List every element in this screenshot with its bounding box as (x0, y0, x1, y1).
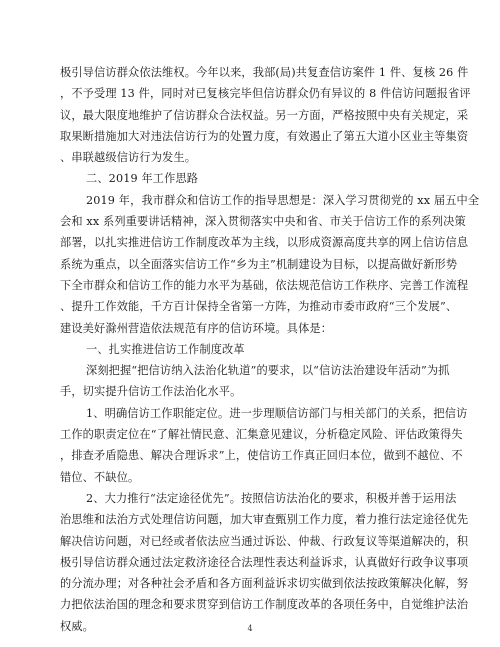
paragraph (60, 488, 469, 637)
paragraph (60, 190, 480, 339)
paragraph (60, 168, 439, 189)
text-line: ，排查矛盾隐患、解决合理诉求”上，使信访工作真正回归本位，做到不越位、不 (60, 449, 463, 463)
text-line: 取果断措施加大对违法信访行为的处置力度，有效遏止了第五大道小区业主等集资 (60, 129, 469, 143)
text-line: 建设美好滁州营造依法规范有序的信访环境。具体是： (60, 321, 333, 335)
text-line: 2019 年，我市群众和信访工作的指导思想是：深入学习贯彻党的 xx 届五中全 (86, 193, 480, 207)
text-line: ，不予受理 13 件，同时对已复核完毕但信访群众仍有异议的 8 件信访问题报省评 (60, 87, 471, 101)
text-line: 部署，以扎实推进信访工作制度改革为主线，以形成资源高度共享的网上信访信息 (60, 236, 469, 250)
text-line: 手，切实提升信访工作法治化水平。 (60, 385, 242, 399)
paragraph (60, 339, 439, 360)
text-line: 2、大力推行“法定途径优先”。按照信访法治化的要求，积极并善于运用法 (86, 491, 457, 505)
text-line: 解决信访问题，对已经或者依法应当通过诉讼、仲裁、行政复议等渠道解决的，积 (60, 534, 469, 548)
text-line: 治思维和法治方式处理信访问题，加大审查甄别工作力度，着力推行法定途径优先 (60, 513, 469, 527)
text-line: 系统为重点，以全面落实信访工作“乡为主”机制建设为目标，以提高做好新形势 (60, 257, 458, 271)
text-line: 权威。 (60, 619, 95, 633)
text-line: 1、明确信访工作职能定位。进一步理顺信访部门与相关部门的关系，把信访 (86, 406, 468, 420)
text-line: 下全市群众和信访工作的能力水平为基础，依法规范信访工作秩序、完善工作流程 (60, 278, 469, 292)
text-line: 议，最大限度地维护了信访群众合法权益。另一方面，严格按照中央有关规定，采 (60, 108, 469, 122)
text-line: 深刻把握“把信访纳入法治化轨道”的要求，以“信访法治建设年活动”为抓 (86, 364, 450, 378)
text-line: 极引导信访群众依法维权。今年以来，我部(局)共复查信访案件 1 件、复核 26 件 (60, 66, 469, 79)
page-number: 4 (247, 624, 253, 633)
text-line: 、提升工作效能，千方百计保持全省第一方阵，为推动市委市政府“三个发展”、 (60, 300, 458, 314)
paragraph (60, 360, 450, 403)
paragraph (60, 403, 468, 488)
text-line: 二、2019 年工作思路 (86, 172, 199, 186)
text-line: 力把依法治国的理念和要求贯穿到信访工作制度改革的各项任务中，自觉维护法治 (60, 598, 469, 612)
text-line: 会和 xx 系列重要讲话精神，深入贯彻落实中央和省、市关于信访工作的系列决策 (60, 215, 466, 229)
text-line: 、串联越级信访行为发生。 (60, 151, 197, 165)
text-line: 的分流办理；对各种社会矛盾和各方面利益诉求切实做到依法按政策解决化解，努 (60, 577, 469, 591)
text-line: 一、扎实推进信访工作制度改革 (86, 342, 245, 356)
paragraph (60, 62, 471, 168)
document-body (60, 62, 480, 637)
text-line: 极引导信访群众通过法定救济途径合法理性表达利益诉求，认真做好行政争议事项 (60, 555, 469, 569)
text-line: 工作的职责定位在“了解社情民意、汇集意见建议，分析稳定风险、评估政策得失 (60, 428, 463, 442)
text-line: 错位、不缺位。 (60, 470, 140, 484)
